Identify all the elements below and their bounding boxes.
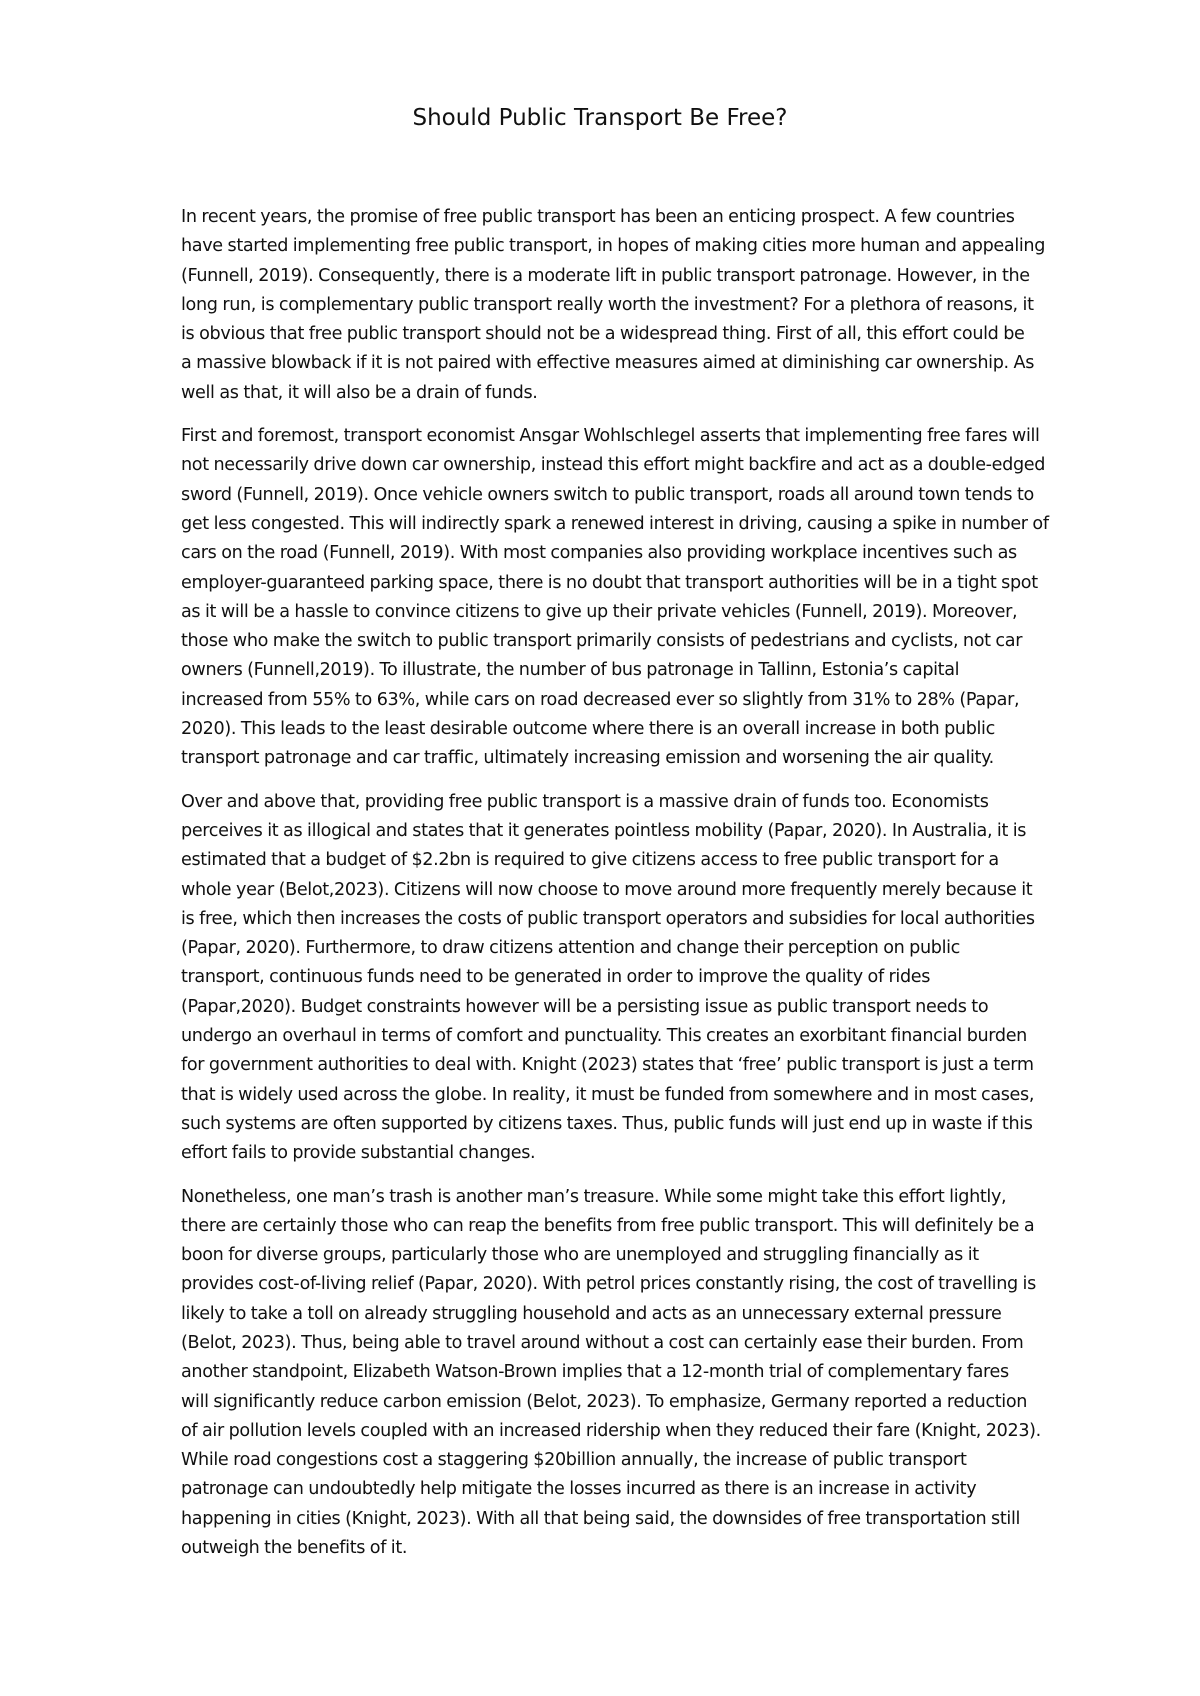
paragraph-line: not necessarily drive down car ownership, instead this effort might backfire and act as a double-edged (181, 455, 1046, 476)
paragraph-line: long run, is complementary public transport really worth the investment? For a plethora of reasons, it (181, 294, 1034, 315)
paragraph-line: is obvious that free public transport should not be a widespread thing. First of all, this effort could be (181, 324, 1025, 345)
paragraph-line: transport patronage and car traffic, ultimately increasing emission and worsening the air quality. (181, 748, 994, 769)
paragraph-line: whole year (Belot,2023). Citizens will now choose to move around more frequently merely because it (181, 879, 1033, 900)
paragraph (181, 1183, 1109, 1564)
paragraph-line: (Belot, 2023). Thus, being able to travel around without a cost can certainly ease their burden. From (181, 1332, 1024, 1353)
paragraph-line: sword (Funnell, 2019). Once vehicle owners switch to public transport, roads all around town tends to (181, 484, 1034, 505)
document-title: Should Public Transport Be Free? (412, 105, 788, 131)
paragraph-line: well as that, it will also be a drain of funds. (181, 382, 538, 403)
paragraph-line: another standpoint, Elizabeth Watson-Brown implies that a 12-month trial of complementary fares (181, 1362, 1009, 1383)
paragraph-line: happening in cities (Knight, 2023). With all that being said, the downsides of free transportation still (181, 1508, 1021, 1529)
paragraph-line: estimated that a budget of $2.2bn is required to give citizens access to free public transport for a (181, 850, 999, 871)
paragraph-line: (Funnell, 2019). Consequently, there is a moderate lift in public transport patronage. However, in the (181, 265, 1030, 286)
paragraph-line: undergo an overhaul in terms of comfort and punctuality. This creates an exorbitant financial burden (181, 1026, 1027, 1047)
paragraph-line: as it will be a hassle to convince citizens to give up their private vehicles (Funnell, 2019). Moreover, (181, 601, 1018, 622)
paragraph-line: will significantly reduce carbon emission (Belot, 2023). To emphasize, Germany reported a reduction (181, 1391, 1028, 1412)
paragraph-line: Nonetheless, one man’s trash is another man’s treasure. While some might take this effort lightly, (181, 1186, 1007, 1207)
paragraph-line: such systems are often supported by citizens taxes. Thus, public funds will just end up in waste if this (181, 1113, 1033, 1134)
paragraph-line: that is widely used across the globe. In reality, it must be funded from somewhere and in most cases, (181, 1084, 1035, 1105)
paragraph-line: there are certainly those who can reap the benefits from free public transport. This will definitely be a (181, 1215, 1035, 1236)
paragraph-line: In recent years, the promise of free public transport has been an enticing prospect. A few countries (181, 207, 1015, 227)
paragraph-line: transport, continuous funds need to be generated in order to improve the quality of rides (181, 967, 931, 988)
paragraph-line: First and foremost, transport economist Ansgar Wohlschlegel asserts that implementing free fares will (181, 426, 1040, 447)
paragraph (181, 422, 1109, 774)
paragraph-line: outweigh the benefits of it. (181, 1538, 408, 1559)
paragraph-line: employer-guaranteed parking space, there is no doubt that transport authorities will be in a tight spot (181, 572, 1038, 593)
paragraph-line: patronage can undoubtedly help mitigate the losses incurred as there is an increase in activity (181, 1479, 977, 1500)
paragraph-line: effort fails to provide substantial changes. (181, 1143, 536, 1164)
paragraph-line: a massive blowback if it is not paired with effective measures aimed at diminishing car ownership. As (181, 353, 1035, 374)
paragraph-line: 2020). This leads to the least desirable outcome where there is an overall increase in both public (181, 719, 995, 740)
paragraph-line: boon for diverse groups, particularly those who are unemployed and struggling financially as it (181, 1245, 979, 1266)
paragraph-line: increased from 55% to 63%, while cars on road decreased ever so slightly from 31% to 28% (Papar, (181, 689, 1020, 710)
paragraph-line: (Papar, 2020). Furthermore, to draw citizens attention and change their perception on public (181, 938, 960, 959)
paragraph-line: owners (Funnell,2019). To illustrate, the number of bus patronage in Tallinn, Estonia’s capital (181, 660, 960, 681)
paragraph-line: While road congestions cost a staggering $20billion annually, the increase of public transport (181, 1450, 967, 1471)
paragraph-line: (Papar,2020). Budget constraints however will be a persisting issue as public transport needs to (181, 996, 989, 1017)
paragraph-line: provides cost-of-living relief (Papar, 2020). With petrol prices constantly rising, the cost of travelling is (181, 1274, 1036, 1295)
paragraph (181, 203, 1109, 408)
paragraph-line: for government authorities to deal with. Knight (2023) states that ‘free’ public transport is just a term (181, 1055, 1034, 1076)
paragraph-line: is free, which then increases the costs of public transport operators and subsidies for local authorities (181, 908, 1035, 929)
paragraph-line: likely to take a toll on already struggling household and acts as an unnecessary external pressure (181, 1303, 1002, 1324)
paragraph-line: get less congested. This will indirectly spark a renewed interest in driving, causing a spike in number of (181, 513, 1049, 534)
paragraph-line: have started implementing free public transport, in hopes of making cities more human and appealing (181, 236, 1046, 257)
paragraph (181, 788, 1109, 1169)
paragraph-line: those who make the switch to public transport primarily consists of pedestrians and cyclists, not car (181, 631, 1023, 652)
paragraph-line: of air pollution levels coupled with an increased ridership when they reduced their fare (Knight, 2023). (181, 1420, 1041, 1441)
paragraph-line: cars on the road (Funnell, 2019). With most companies also providing workplace incentives such as (181, 543, 1017, 564)
document-body (181, 203, 1109, 1577)
paragraph-line: Over and above that, providing free public transport is a massive drain of funds too. Economists (181, 791, 989, 812)
paragraph-line: perceives it as illogical and states that it generates pointless mobility (Papar, 2020). In Australia, it is (181, 820, 1027, 841)
